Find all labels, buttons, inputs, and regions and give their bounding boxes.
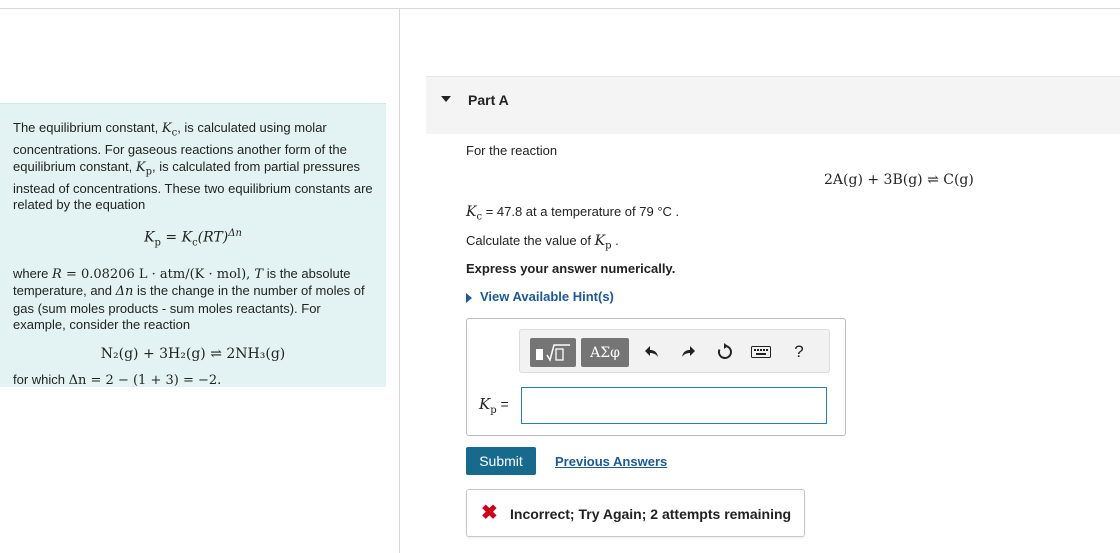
calc-text: Calculate the value of: [466, 233, 595, 248]
delta-n-symbol: Δn: [115, 284, 134, 300]
for-reaction-text: For the reaction: [466, 143, 558, 158]
feedback-box: [466, 489, 805, 537]
feedback-text: Incorrect; Try Again; 2 attempts remaining: [510, 506, 792, 522]
info-paragraph-3: [13, 372, 373, 390]
eq-kc: K: [181, 229, 193, 246]
redo-icon[interactable]: [677, 341, 699, 363]
eq-exponent: Δn: [228, 227, 242, 239]
eq-rt: (RT): [197, 229, 229, 246]
submit-button[interactable]: Submit: [466, 447, 536, 475]
view-hints-link[interactable]: [466, 289, 614, 304]
eq-kp-sub: p: [154, 237, 161, 249]
info-paragraph-1: [13, 120, 373, 214]
greek-symbols-button[interactable]: ΑΣφ: [581, 338, 629, 367]
column-divider: [399, 9, 400, 553]
hints-label: View Available Hint(s): [480, 289, 614, 304]
kc-value-text: = 47.8 at a temperature of 79 °C .: [482, 204, 680, 219]
template-button[interactable]: [530, 338, 576, 367]
collapse-caret-icon[interactable]: [441, 96, 451, 102]
question-reaction: 2A(g) + 3B(g) ⇌ C(g): [824, 172, 974, 188]
eq-kp: K: [144, 229, 155, 246]
kc-subscript: c: [171, 127, 178, 139]
keyboard-icon[interactable]: [750, 341, 772, 363]
delta-n-example: Δn = 2 − (1 + 3) = −2.: [68, 373, 222, 389]
answer-instruction: Express your answer numerically.: [466, 261, 676, 276]
info-text: is the change in the number of moles of gas (sum moles products - sum moles reactants). For example, consider the reaction: [13, 283, 365, 333]
info-text: for which: [13, 372, 69, 388]
kc-statement: [466, 204, 679, 223]
info-text: is the absolute temperature, and: [13, 265, 351, 299]
calculate-prompt: [466, 233, 619, 252]
kc-subscript: c: [476, 211, 483, 223]
expand-triangle-icon: [466, 293, 472, 303]
reset-icon[interactable]: [714, 341, 736, 363]
part-a-header[interactable]: [426, 76, 1120, 134]
kp-symbol: K: [135, 159, 146, 175]
kc-symbol: K: [466, 204, 477, 220]
r-value: = 0.08206 L · atm/(K · mol),: [61, 266, 255, 282]
top-divider: [0, 8, 1120, 9]
kp-answer-input[interactable]: [521, 387, 827, 424]
calc-text-end: .: [611, 233, 619, 248]
eq-equals: =: [160, 229, 182, 246]
kp-equals: =: [496, 396, 509, 412]
math-toolbar: [519, 329, 830, 373]
answer-box: [466, 318, 846, 436]
kp-kc-equation: [13, 226, 373, 252]
help-button[interactable]: ?: [794, 342, 804, 361]
kp-answer-label: [479, 395, 509, 416]
kc-symbol: K: [161, 121, 172, 136]
t-symbol: T: [254, 266, 264, 282]
kp-symbol: K: [594, 233, 606, 249]
kp-symbol: K: [479, 395, 491, 413]
r-symbol: R: [52, 266, 62, 282]
info-text: The equilibrium constant,: [13, 120, 162, 135]
info-text: , is calculated from partial pressures instead of concentrations. These two equilibrium constants are related by the equation: [13, 158, 373, 213]
kp-subscript: p: [605, 240, 612, 252]
incorrect-x-icon: ✖: [481, 502, 498, 524]
kp-subscript: p: [145, 166, 152, 178]
kp-subscript: p: [490, 404, 497, 416]
example-reaction: N₂(g) + 3H₂(g) ⇌ 2NH₃(g): [100, 345, 286, 362]
undo-icon[interactable]: [641, 341, 663, 363]
info-text: , is calculated using molar concentrations. For gaseous reactions another form of the equilibrium constant,: [13, 120, 347, 174]
previous-answers-link[interactable]: Previous Answers: [555, 454, 668, 469]
info-paragraph-2: [13, 266, 373, 334]
info-panel: [0, 103, 386, 387]
info-text: where: [13, 265, 53, 281]
template-icon: [533, 342, 573, 364]
eq-kc-sub: c: [192, 237, 198, 249]
part-title: Part A: [468, 92, 509, 108]
